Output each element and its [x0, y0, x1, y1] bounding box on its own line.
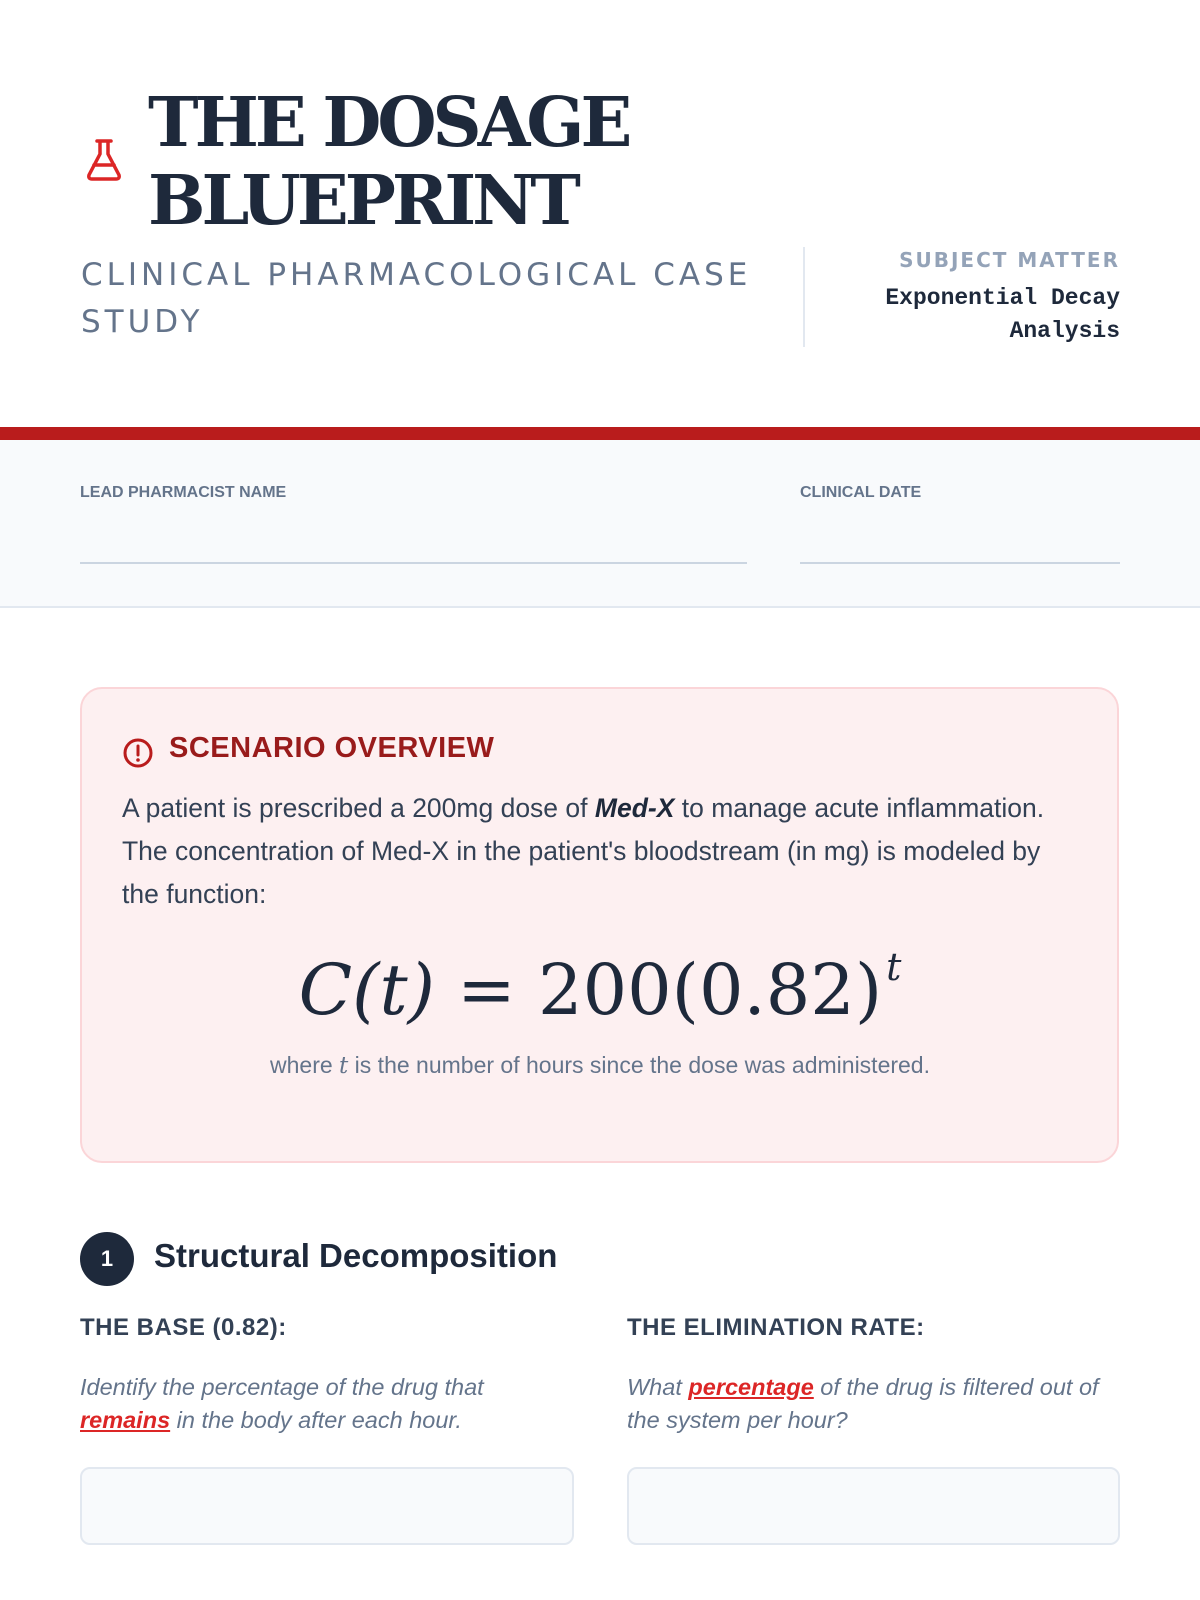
- title-line-1: THE DOSAGE: [148, 83, 629, 163]
- scenario-text: [122, 787, 1082, 916]
- section-title: Structural Decomposition: [154, 1237, 558, 1274]
- date-label: CLINICAL DATE: [800, 484, 922, 501]
- title-line-2: BLUEPRINT: [148, 161, 577, 241]
- question-text-part: of the drug is filtered out of the system per hour?: [627, 1374, 1099, 1433]
- decay-formula: [0, 945, 1200, 1031]
- step-number-badge: 1: [80, 1232, 134, 1286]
- scenario-text-part: A patient is prescribed a 200mg dose of: [122, 793, 595, 823]
- formula-rhs: = 200(0.82): [434, 949, 883, 1031]
- page-title: [148, 84, 628, 240]
- header-divider: [803, 247, 805, 347]
- question-text-part: Identify the percentage of the drug that: [80, 1374, 484, 1400]
- base-question-heading: THE BASE (0.82):: [80, 1314, 287, 1341]
- drug-name: Med-X: [594, 793, 675, 823]
- formula-lhs: C(t): [298, 949, 435, 1031]
- question-highlight: remains: [80, 1407, 171, 1433]
- elimination-answer-input[interactable]: [627, 1467, 1120, 1545]
- scenario-heading: SCENARIO OVERVIEW: [169, 732, 495, 764]
- clinical-date-field[interactable]: [800, 562, 1120, 564]
- question-text-part: What: [627, 1374, 689, 1400]
- subject-label: SUBJECT MATTER: [899, 248, 1120, 272]
- accent-rule: [0, 427, 1200, 440]
- scenario-text-part: to manage acute inflammation. The concentration of Med-X in the patient's bloodstream (in mg) is modeled by the function:: [122, 793, 1045, 909]
- question-highlight: percentage: [688, 1374, 814, 1400]
- alert-circle-icon: [122, 737, 154, 769]
- question-text-part: in the body after each hour.: [170, 1407, 462, 1433]
- base-question-text: [80, 1371, 560, 1437]
- base-answer-input[interactable]: [80, 1467, 574, 1545]
- header: [0, 0, 1200, 430]
- subject-value: Exponential Decay Analysis: [885, 285, 1120, 344]
- elimination-question-heading: THE ELIMINATION RATE:: [627, 1314, 925, 1341]
- elimination-question-text: [627, 1371, 1107, 1437]
- pharmacist-label: LEAD PHARMACIST NAME: [80, 484, 287, 501]
- note-part: is the number of hours since the dose was administered.: [348, 1052, 930, 1078]
- note-variable: t: [339, 1053, 349, 1079]
- note-part: where: [270, 1052, 340, 1078]
- pharmacist-name-field[interactable]: [80, 562, 747, 564]
- formula-note: [0, 1052, 1200, 1079]
- meta-band: [0, 440, 1200, 608]
- formula-exponent: t: [886, 945, 902, 989]
- flask-icon: [84, 138, 124, 182]
- page-subtitle: CLINICAL PHARMACOLOGICAL CASE STUDY: [81, 257, 752, 340]
